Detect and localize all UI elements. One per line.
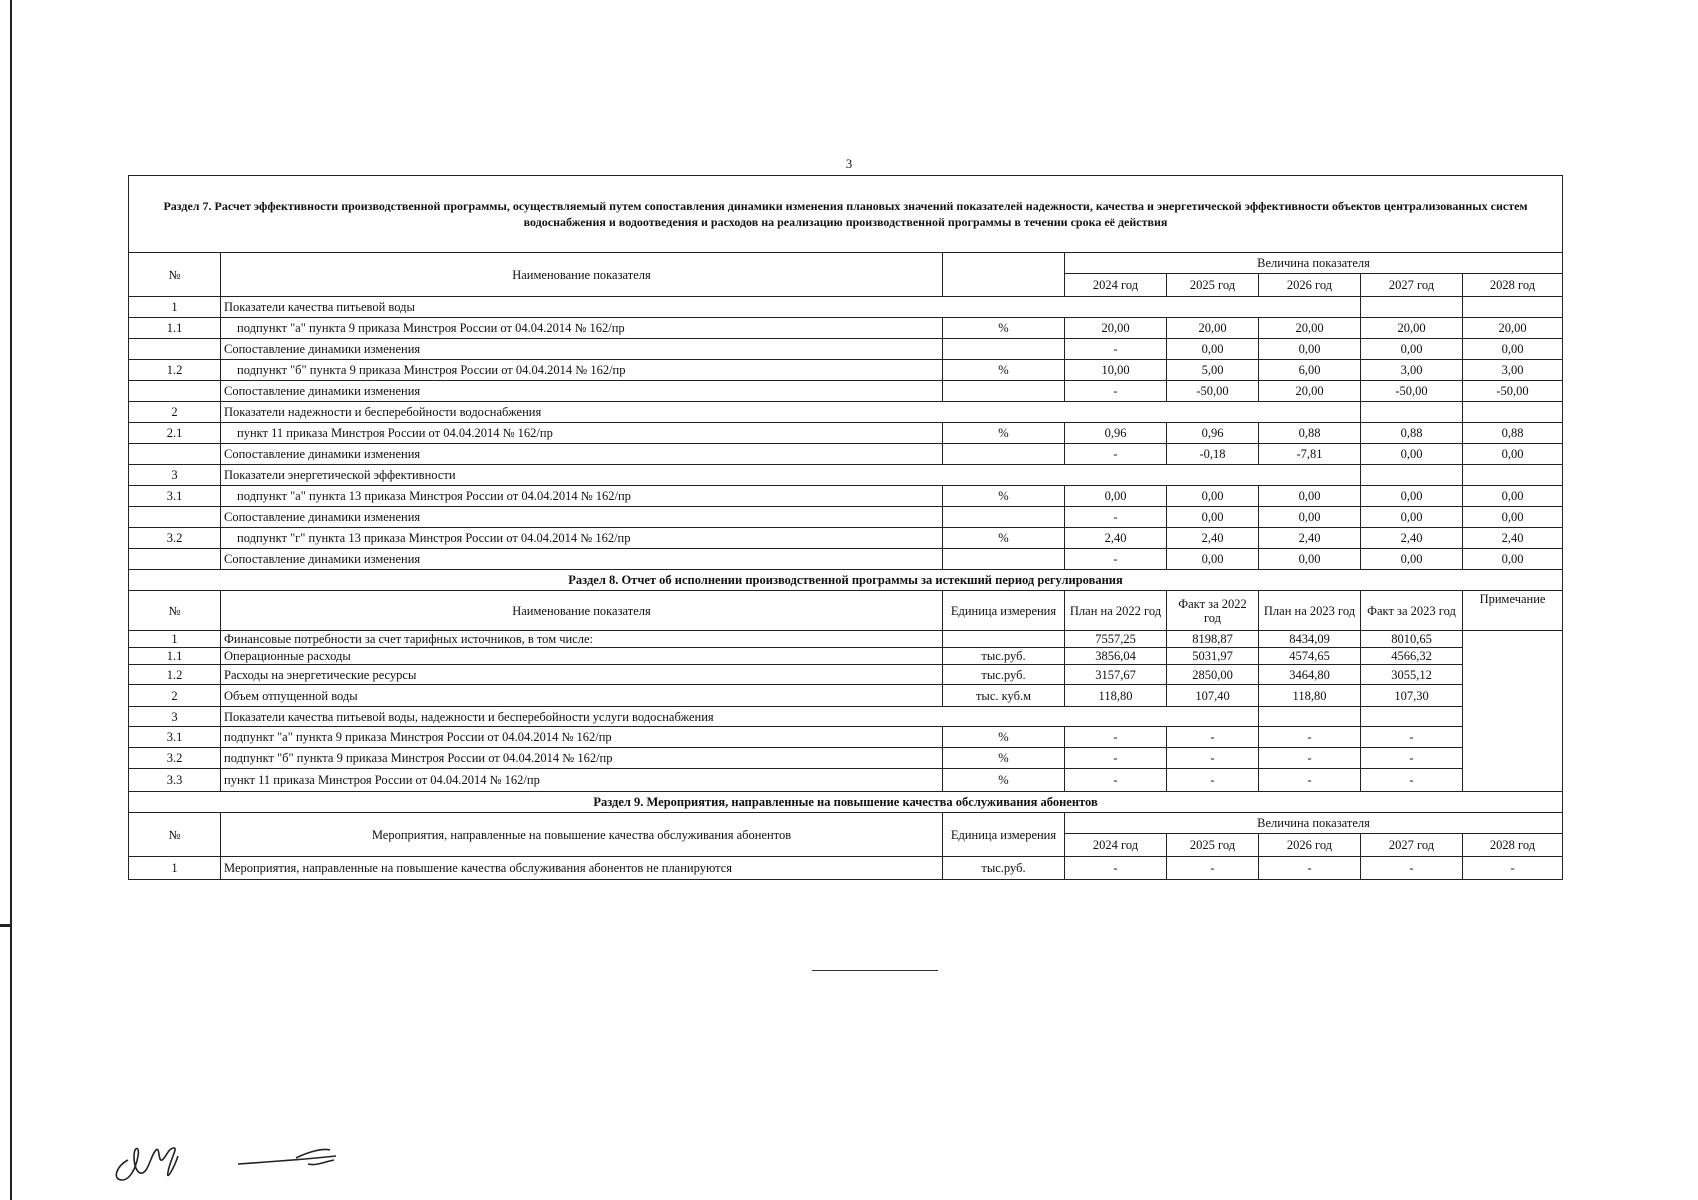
group-name: Показатели энергетической эффективности [221, 465, 1361, 486]
page-number: 3 [845, 156, 853, 171]
value-cell: - [1065, 857, 1167, 880]
value-cell: 0,00 [1361, 486, 1463, 507]
value-cell: - [1463, 857, 1563, 880]
s8-header-col: План на 2023 год [1259, 591, 1361, 631]
table-row [129, 528, 1563, 549]
value-cell: 3856,04 [1065, 648, 1167, 665]
indicator-name: пункт 11 приказа Минстроя России от 04.04.2014 № 162/пр [221, 423, 943, 444]
value-cell: 5031,97 [1167, 648, 1259, 665]
value-cell: 0,00 [1463, 486, 1563, 507]
group-name: Показатели надежности и бесперебойности водоснабжения [221, 402, 1361, 423]
unit-cell: % [943, 486, 1065, 507]
value-cell: - [1167, 727, 1259, 748]
value-cell: -7,81 [1259, 444, 1361, 465]
row-number: 3 [129, 707, 221, 727]
s7-header-value: Величина показателя [1065, 253, 1563, 274]
value-cell: - [1361, 748, 1463, 769]
s8-header-unit: Единица измерения [943, 591, 1065, 631]
group-name: Показатели качества питьевой воды [221, 297, 1361, 318]
unit-cell: % [943, 769, 1065, 792]
indicator-name: Операционные расходы [221, 648, 943, 665]
row-number: 3.2 [129, 748, 221, 769]
section9-block [129, 792, 1563, 857]
unit-cell: тыс.руб. [943, 648, 1065, 665]
value-cell: 2,40 [1361, 528, 1463, 549]
value-cell: 0,00 [1065, 486, 1167, 507]
table-row [129, 769, 1563, 792]
table-row [129, 685, 1563, 707]
end-of-document-rule [812, 970, 938, 971]
row-number: 1.1 [129, 648, 221, 665]
value-cell: -0,18 [1167, 444, 1259, 465]
value-cell: 0,00 [1463, 549, 1563, 570]
unit-cell: % [943, 318, 1065, 339]
table-row [129, 297, 1563, 318]
table-row [129, 507, 1563, 528]
row-number: 3.1 [129, 486, 221, 507]
indicator-name: Сопоставление динамики изменения [221, 339, 943, 360]
table-row [129, 648, 1563, 665]
value-cell: 0,00 [1259, 507, 1361, 528]
indicator-name: Сопоставление динамики изменения [221, 444, 943, 465]
value-cell: 4574,65 [1259, 648, 1361, 665]
value-cell [1361, 402, 1463, 423]
value-cell: -50,00 [1361, 381, 1463, 402]
report-sheet [128, 175, 1562, 880]
indicator-name: подпункт "б" пункта 9 приказа Минстроя России от 04.04.2014 № 162/пр [221, 360, 943, 381]
signature-mark [116, 1148, 178, 1180]
value-cell: - [1065, 444, 1167, 465]
measure-name: Мероприятия, направленные на повышение качества обслуживания абонентов не планируются [221, 857, 943, 880]
row-number [129, 339, 221, 360]
indicator-name: Финансовые потребности за счет тарифных источников, в том числе: [221, 631, 943, 648]
s7-year: 2028 год [1463, 274, 1563, 297]
unit-cell [943, 339, 1065, 360]
value-cell [1361, 465, 1463, 486]
value-cell: 3157,67 [1065, 665, 1167, 685]
value-cell: 20,00 [1065, 318, 1167, 339]
value-cell: 2850,00 [1167, 665, 1259, 685]
value-cell: 0,96 [1065, 423, 1167, 444]
row-number: 1.2 [129, 360, 221, 381]
value-cell: 0,00 [1167, 486, 1259, 507]
s7-header-no: № [129, 253, 221, 297]
indicator-name: подпункт "б" пункта 9 приказа Минстроя России от 04.04.2014 № 162/пр [221, 748, 943, 769]
value-cell: 2,40 [1065, 528, 1167, 549]
page-margin-tick [0, 924, 12, 927]
value-cell [1361, 297, 1463, 318]
indicator-name: Объем отпущенной воды [221, 685, 943, 707]
row-number: 3.3 [129, 769, 221, 792]
value-cell [1361, 707, 1463, 727]
signature-mark [238, 1149, 336, 1164]
value-cell: 20,00 [1259, 381, 1361, 402]
value-cell: - [1065, 507, 1167, 528]
s8-header-no: № [129, 591, 221, 631]
s9-header-unit: Единица измерения [943, 813, 1065, 857]
unit-cell: % [943, 748, 1065, 769]
value-cell: 3,00 [1463, 360, 1563, 381]
group-name: Показатели качества питьевой воды, надежности и бесперебойности услуги водоснабжения [221, 707, 1259, 727]
value-cell: 0,00 [1361, 549, 1463, 570]
row-number: 1 [129, 297, 221, 318]
section7-rows [129, 297, 1563, 570]
table-row [129, 486, 1563, 507]
value-cell: - [1167, 748, 1259, 769]
indicator-name: подпункт "г" пункта 13 приказа Минстроя России от 04.04.2014 № 162/пр [221, 528, 943, 549]
value-cell: 0,00 [1259, 549, 1361, 570]
value-cell: 107,30 [1361, 685, 1463, 707]
row-number: 2 [129, 685, 221, 707]
value-cell: 0,00 [1463, 339, 1563, 360]
s8-header-col: План на 2022 год [1065, 591, 1167, 631]
value-cell: 0,00 [1361, 444, 1463, 465]
table-row [129, 423, 1563, 444]
value-cell: 0,00 [1167, 549, 1259, 570]
value-cell: 0,00 [1167, 507, 1259, 528]
section8-rows [129, 631, 1563, 792]
value-cell: - [1065, 727, 1167, 748]
value-cell: - [1065, 748, 1167, 769]
indicator-name: подпункт "а" пункта 9 приказа Минстроя России от 04.04.2014 № 162/пр [221, 727, 943, 748]
value-cell: 2,40 [1463, 528, 1563, 549]
value-cell: 0,00 [1361, 339, 1463, 360]
handwritten-signatures [108, 1120, 368, 1190]
row-number [129, 549, 221, 570]
table-row [129, 748, 1563, 769]
s9-year: 2026 год [1259, 834, 1361, 857]
value-cell [1259, 707, 1361, 727]
value-cell: 0,88 [1259, 423, 1361, 444]
s7-header-name: Наименование показателя [221, 253, 943, 297]
unit-cell [943, 444, 1065, 465]
section8-block [129, 570, 1563, 631]
row-number [129, 444, 221, 465]
row-number [129, 507, 221, 528]
s9-year: 2025 год [1167, 834, 1259, 857]
value-cell: 10,00 [1065, 360, 1167, 381]
unit-cell [943, 381, 1065, 402]
unit-cell: тыс.руб. [943, 665, 1065, 685]
table-row [129, 707, 1563, 727]
unit-cell: % [943, 423, 1065, 444]
unit-cell: % [943, 727, 1065, 748]
page-margin-rule [10, 0, 12, 1200]
value-cell: 118,80 [1259, 685, 1361, 707]
value-cell: - [1065, 769, 1167, 792]
value-cell: - [1259, 857, 1361, 880]
indicator-name: подпункт "а" пункта 9 приказа Минстроя России от 04.04.2014 № 162/пр [221, 318, 943, 339]
value-cell: 20,00 [1259, 318, 1361, 339]
row-number: 3.1 [129, 727, 221, 748]
s9-header-value: Величина показателя [1065, 813, 1563, 834]
value-cell: 20,00 [1167, 318, 1259, 339]
value-cell: - [1361, 857, 1463, 880]
value-cell: 3464,80 [1259, 665, 1361, 685]
table-row [129, 665, 1563, 685]
table-row [129, 360, 1563, 381]
table-row [129, 402, 1563, 423]
indicator-name: пункт 11 приказа Минстроя России от 04.04.2014 № 162/пр [221, 769, 943, 792]
value-cell: 6,00 [1259, 360, 1361, 381]
s9-header-name: Мероприятия, направленные на повышение качества обслуживания абонентов [221, 813, 943, 857]
value-cell: 118,80 [1065, 685, 1167, 707]
value-cell: 0,00 [1167, 339, 1259, 360]
table-row [129, 727, 1563, 748]
s7-year: 2027 год [1361, 274, 1463, 297]
value-cell: - [1361, 769, 1463, 792]
value-cell: 0,00 [1361, 507, 1463, 528]
section7-title: Раздел 7. Расчет эффективности производственной программы, осуществляемый путем сопоставления динамики изменения плановых значений показателей надежности, качества и энергетической эффективности объектов централизованных систем водоснабжения и водоотведения и расходов на реализацию производственной программы в течении срока её действия [129, 176, 1563, 253]
section7-block [129, 176, 1563, 297]
indicator-name: Расходы на энергетические ресурсы [221, 665, 943, 685]
value-cell: 20,00 [1463, 318, 1563, 339]
s9-year: 2028 год [1463, 834, 1563, 857]
value-cell: -50,00 [1463, 381, 1563, 402]
value-cell: 107,40 [1167, 685, 1259, 707]
unit-cell [943, 631, 1065, 648]
value-cell: 0,00 [1259, 339, 1361, 360]
value-cell: 0,00 [1463, 444, 1563, 465]
value-cell: 8198,87 [1167, 631, 1259, 648]
value-cell: 8010,65 [1361, 631, 1463, 648]
value-cell: - [1259, 748, 1361, 769]
value-cell: - [1259, 769, 1361, 792]
indicator-name: Сопоставление динамики изменения [221, 507, 943, 528]
table-row [129, 631, 1563, 648]
row-number: 1 [129, 631, 221, 648]
value-cell: - [1065, 339, 1167, 360]
table-row [129, 857, 1563, 880]
value-cell: 2,40 [1259, 528, 1361, 549]
value-cell: - [1361, 727, 1463, 748]
row-number: 3.2 [129, 528, 221, 549]
value-cell: 4566,32 [1361, 648, 1463, 665]
indicator-name: Сопоставление динамики изменения [221, 381, 943, 402]
s7-year: 2025 год [1167, 274, 1259, 297]
s9-year: 2027 год [1361, 834, 1463, 857]
value-cell [1463, 297, 1563, 318]
value-cell: 0,88 [1463, 423, 1563, 444]
s7-header-unit [943, 253, 1065, 297]
row-number: 2 [129, 402, 221, 423]
table-row [129, 381, 1563, 402]
row-number: 1.2 [129, 665, 221, 685]
unit-cell [943, 507, 1065, 528]
s7-year: 2026 год [1259, 274, 1361, 297]
row-number: 2.1 [129, 423, 221, 444]
value-cell: - [1065, 549, 1167, 570]
table-row [129, 339, 1563, 360]
s9-header-no: № [129, 813, 221, 857]
value-cell: - [1259, 727, 1361, 748]
unit-cell [943, 549, 1065, 570]
value-cell: 5,00 [1167, 360, 1259, 381]
value-cell: 3,00 [1361, 360, 1463, 381]
unit-cell: тыс.руб. [943, 857, 1065, 880]
section9-title: Раздел 9. Мероприятия, направленные на повышение качества обслуживания абонентов [129, 792, 1563, 813]
note-cell [1463, 631, 1563, 792]
table-row [129, 444, 1563, 465]
value-cell: - [1167, 857, 1259, 880]
value-cell: 0,88 [1361, 423, 1463, 444]
value-cell: 7557,25 [1065, 631, 1167, 648]
s9-year: 2024 год [1065, 834, 1167, 857]
value-cell: 0,00 [1463, 507, 1563, 528]
row-number [129, 381, 221, 402]
report-table [128, 175, 1563, 880]
value-cell: 20,00 [1361, 318, 1463, 339]
table-row [129, 318, 1563, 339]
value-cell [1463, 465, 1563, 486]
value-cell: - [1065, 381, 1167, 402]
s8-header-name: Наименование показателя [221, 591, 943, 631]
table-row [129, 465, 1563, 486]
value-cell: - [1167, 769, 1259, 792]
row-number: 3 [129, 465, 221, 486]
unit-cell: тыс. куб.м [943, 685, 1065, 707]
table-row [129, 549, 1563, 570]
indicator-name: Сопоставление динамики изменения [221, 549, 943, 570]
value-cell: 3055,12 [1361, 665, 1463, 685]
section8-title: Раздел 8. Отчет об исполнении производственной программы за истекший период регулирования [129, 570, 1563, 591]
s8-header-col: Факт за 2023 год [1361, 591, 1463, 631]
s7-year: 2024 год [1065, 274, 1167, 297]
value-cell [1463, 402, 1563, 423]
value-cell: 8434,09 [1259, 631, 1361, 648]
unit-cell: % [943, 360, 1065, 381]
value-cell: 0,96 [1167, 423, 1259, 444]
value-cell: 0,00 [1259, 486, 1361, 507]
s8-header-note: Примечание [1463, 591, 1563, 631]
row-number: 1.1 [129, 318, 221, 339]
value-cell: 2,40 [1167, 528, 1259, 549]
unit-cell: % [943, 528, 1065, 549]
indicator-name: подпункт "а" пункта 13 приказа Минстроя России от 04.04.2014 № 162/пр [221, 486, 943, 507]
section9-rows [129, 857, 1563, 880]
row-number: 1 [129, 857, 221, 880]
s8-header-col: Факт за 2022 год [1167, 591, 1259, 631]
value-cell: -50,00 [1167, 381, 1259, 402]
